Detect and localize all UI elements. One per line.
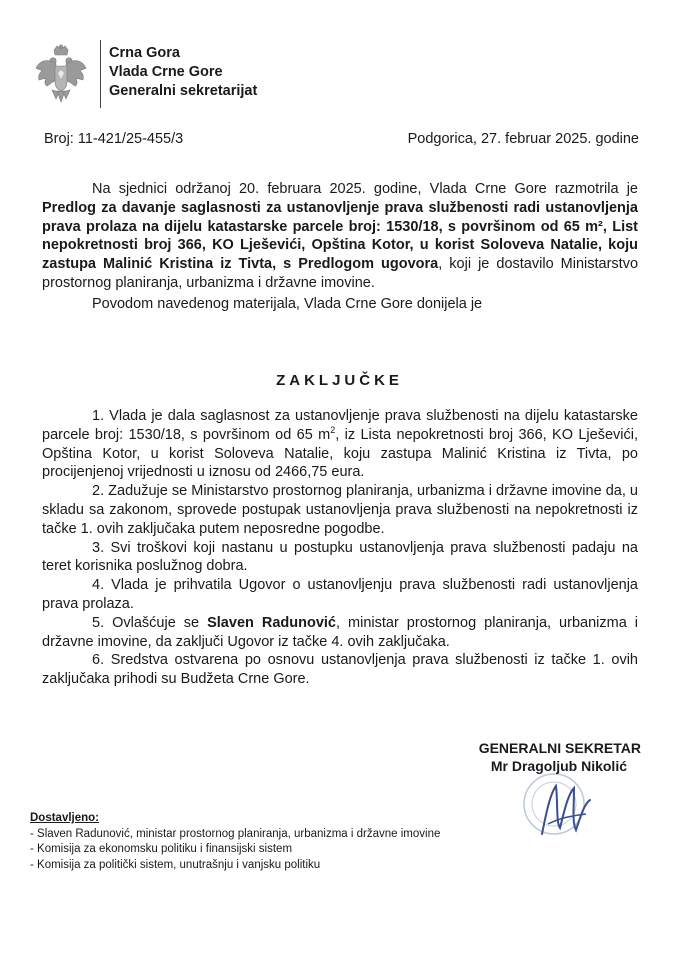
intro-text-1: Na sjednici održanoj 20. februara 2025. godine, Vlada Crne Gore razmotrila je — [92, 181, 638, 197]
intro-text-2: , koji je dostavilo Ministarstvo prostornog planiranja, urbanizma i državne imovine. — [42, 256, 639, 291]
header-government: Vlada Crne Gore — [109, 64, 223, 80]
proposal-title: Predlog za davanje saglasnosti za ustanovljenje prava službenosti radi ustanovljenja prava prolaza na dijelu katastarske parcele broj: 1530/18, s površinom od 65 m², List nepokretnosti broj 366, KO Lješevići, Opština Kotor, u korist Soloveva Natalie, koju zastupa Malinić Kristina iz Tivta, s Predlogom ugovora — [42, 199, 638, 273]
signatory-name: Mr Dragoljub Nikolić — [490, 758, 627, 774]
header-divider — [100, 40, 101, 108]
delivered-item: - Slaven Radunović, ministar prostornog planiranja, urbanizma i državne imovine — [30, 827, 441, 840]
conclusions-title: ZAKLJUČKE — [276, 372, 403, 389]
conclusions-list — [42, 407, 638, 689]
conclusion-item-4: 4. Vlada je prihvatila Ugovor o ustanovljenju prava službenosti radi ustanovljenja prava prolaza. — [42, 577, 638, 612]
delivered-title: Dostavljeno: — [30, 812, 100, 824]
intro-decision-line: Povodom navedenog materijala, Vlada Crne Gore donijela je — [92, 295, 483, 312]
conclusion-item-6: 6. Sredstva ostvarena po osnovu ustanovljenja prava službenosti iz tačke 1. ovih zaključaka prihodi su Budžeta Crne Gore. — [42, 652, 638, 688]
delivered-section — [30, 811, 440, 873]
conclusion-item-1: 1. Vlada je dala saglasnost za ustanovljenje prava službenosti na dijelu katastarske parcele broj: 1530/18, s površinom od 65 $m^2$, iz Lista nepokretnosti broj 366, KO Lješevići, Opština Kotor, u korist Soloveva Natalie, koju zastupa Malinić Kristina iz Tivta, po procijenjenoj vrijednosti u iznosu od 2466,75 eura. — [42, 408, 638, 481]
intro-paragraph — [42, 180, 638, 314]
minister-name: Slaven Radunović — [207, 614, 336, 631]
conclusion-item-3: 3. Svi troškovi koji nastanu u postupku ustanovljenja prava službenosti padaju na teret korisnika poslužnog dobra. — [42, 539, 638, 575]
header-country: Crna Gora — [109, 45, 180, 61]
coat-of-arms-emblem — [30, 44, 92, 106]
header-secretariat: Generalni sekretarijat — [109, 83, 258, 99]
document-number: Broj: 11-421/25-455/3 — [44, 131, 184, 147]
conclusion-item-2: 2. Zadužuje se Ministarstvo prostornog planiranja, urbanizma i državne imovine da, u skladu sa zakonom, sprovede postupak ustanovljenja prava službenosti na nepokretnosti iz tačke 1. ovih zaključaka putem neposredne pogodbe. — [42, 483, 638, 537]
official-stamp-and-signature — [512, 764, 622, 854]
signatory-role: GENERALNI SEKRETAR — [478, 740, 641, 756]
delivered-item: - Komisija za politički sistem, unutrašnju i vanjsku politiku — [30, 858, 321, 871]
delivered-item: - Komisija za ekonomsku politiku i finansijski sistem — [30, 843, 293, 855]
place-and-date: Podgorica, 27. februar 2025. godine — [407, 131, 639, 147]
conclusion-item-5: 5. Ovlašćuje se Slaven Radunović, ministar prostornog planiranja, urbanizma i državne imovine, da zaključi Ugovor iz tačke 4. ovih zaključaka. — [42, 614, 638, 650]
